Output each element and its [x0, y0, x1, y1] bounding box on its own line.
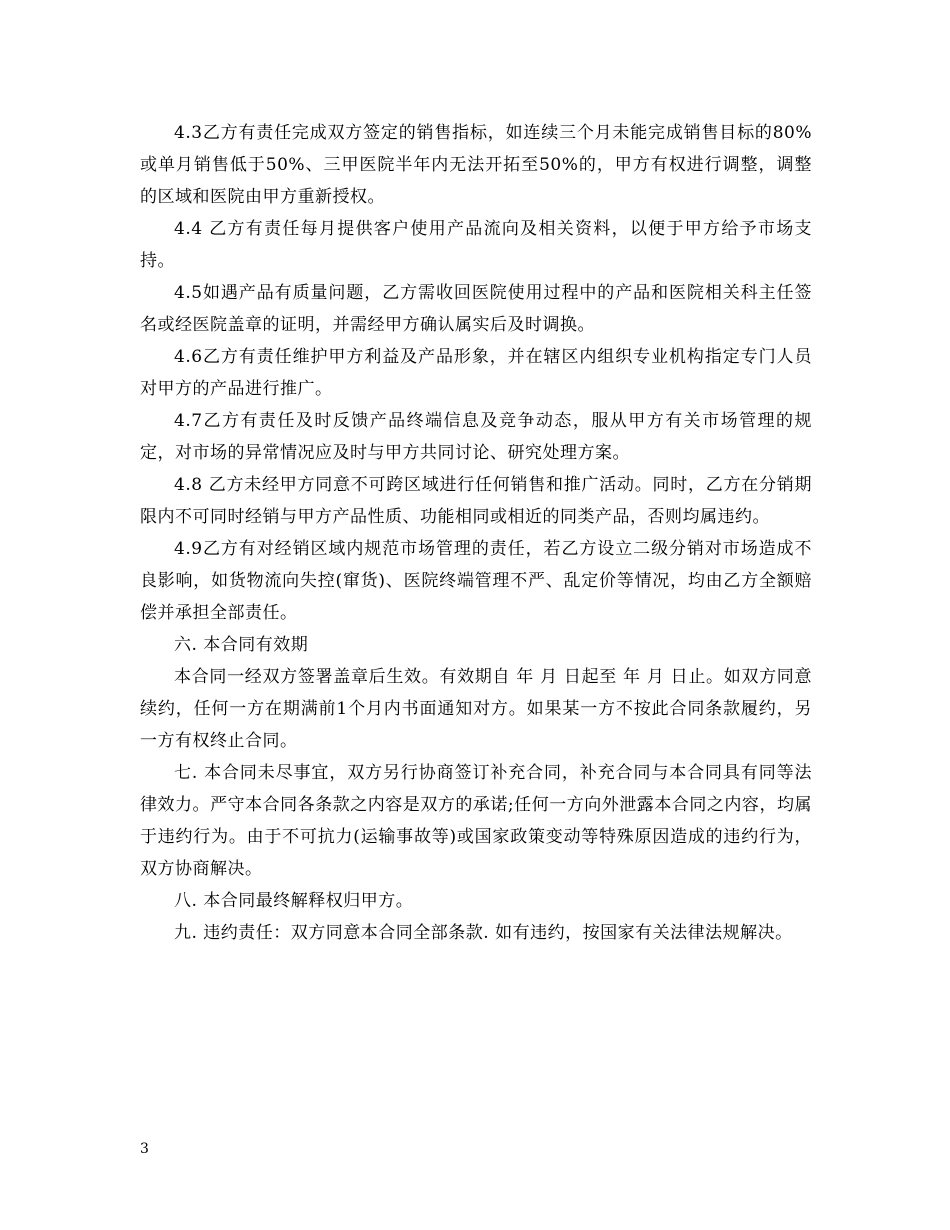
clause-4-3: 4.3乙方有责任完成双方签定的销售指标，如连续三个月未能完成销售目标的80%或单月销售低于50%、三甲医院半年内无法开拓至50%的，甲方有权进行调整，调整的区域和医院由甲方重新授权。	[140, 123, 812, 207]
section-7-supplement: 七. 本合同未尽事宜，双方另行协商签订补充合同，补充合同与本合同具有同等法律效力。严守本合同各条款之内容是双方的承诺;任何一方向外泄露本合同之内容，均属于违约行为。由于不可抗力(运输事故等)或国家政策变动等特殊原因造成的违约行为，双方协商解决。	[140, 763, 812, 879]
section-8-interpretation: 八. 本合同最终解释权归甲方。	[174, 891, 414, 911]
clause-4-7: 4.7乙方有责任及时反馈产品终端信息及竞争动态，服从甲方有关市场管理的规定，对市场的异常情况应及时与甲方共同讨论、研究处理方案。	[140, 411, 812, 463]
clause-4-5: 4.5如遇产品有质量问题，乙方需收回医院使用过程中的产品和医院相关科主任签名或经医院盖章的证明，并需经甲方确认属实后及时调换。	[140, 283, 812, 335]
contract-body	[140, 117, 812, 949]
section-6-heading: 六. 本合同有效期	[174, 635, 309, 655]
clause-4-6: 4.6乙方有责任维护甲方利益及产品形象，并在辖区内组织专业机构指定专门人员对甲方的产品进行推广。	[140, 347, 812, 399]
clause-4-9: 4.9乙方有对经销区域内规范市场管理的责任，若乙方设立二级分销对市场造成不良影响，如货物流向失控(窜货)、医院终端管理不严、乱定价等情况，均由乙方全额赔偿并承担全部责任。	[140, 539, 812, 623]
page-number: 3	[140, 1141, 149, 1157]
section-9-liability: 九. 违约责任：双方同意本合同全部条款. 如有违约，按国家有关法律法规解决。	[174, 923, 793, 943]
section-6-validity: 本合同一经双方签署盖章后生效。有效期自 年 月 日起至 年 月 日止。如双方同意续约，任何一方在期满前1个月内书面通知对方。如果某一方不按此合同条款履约，另一方有权终止合同。	[140, 667, 812, 751]
clause-4-8: 4.8 乙方未经甲方同意不可跨区域进行任何销售和推广活动。同时，乙方在分销期限内不可同时经销与甲方产品性质、功能相同或相近的同类产品，否则均属违约。	[140, 475, 812, 527]
clause-4-4: 4.4 乙方有责任每月提供客户使用产品流向及相关资料，以便于甲方给予市场支持。	[140, 219, 812, 271]
